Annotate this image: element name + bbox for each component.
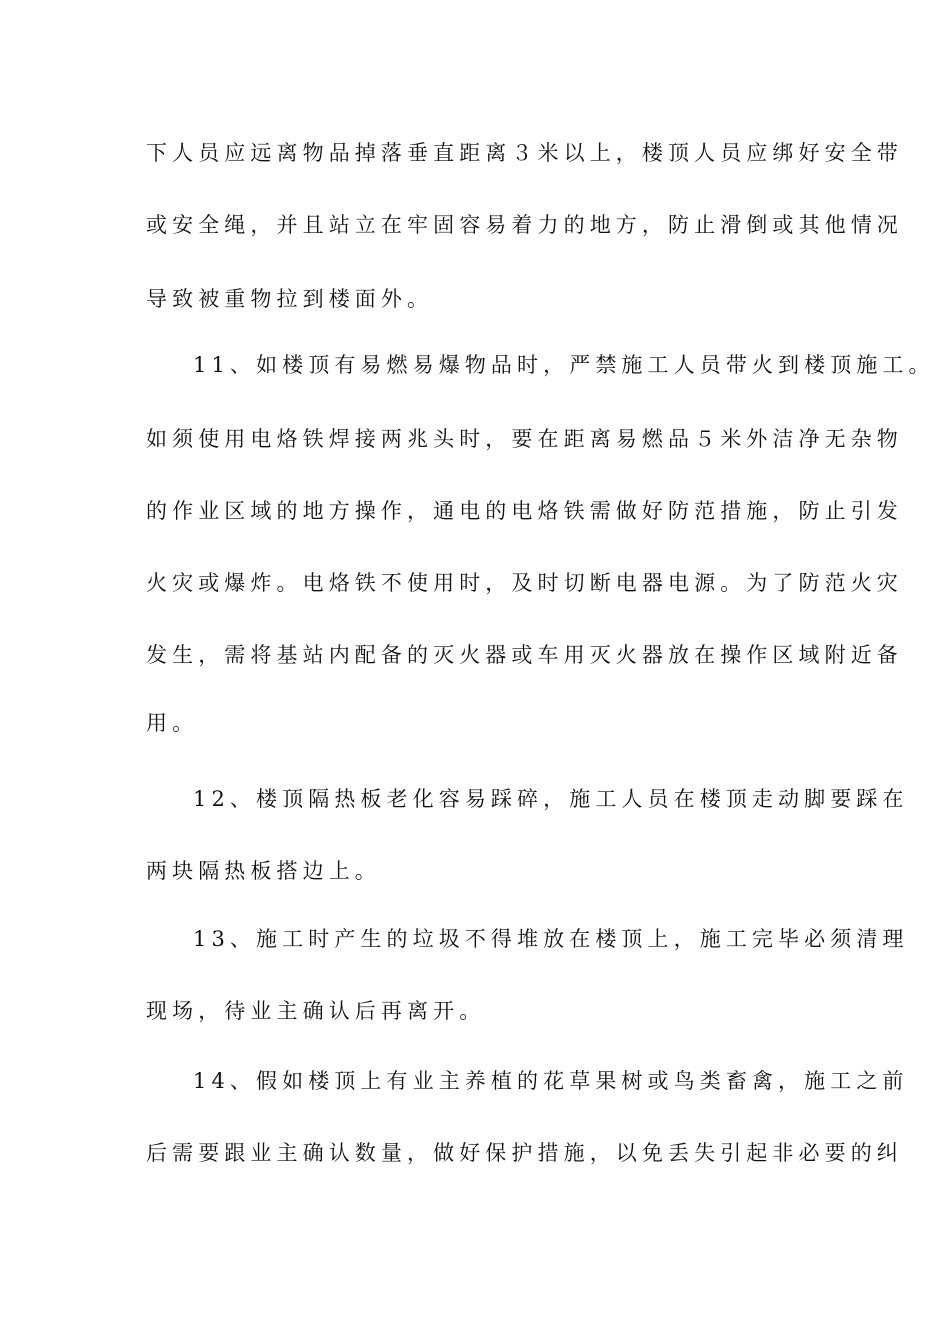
text-line-13: 现场，待业主确认后再离开。 — [146, 999, 486, 1023]
text-line-6: 的作业区域的地方操作，通电的电烙铁需做好防范措施，防止引发 — [146, 499, 903, 523]
paragraph-13-start: 13、施工时产生的垃圾不得堆放在楼顶上，施工完毕必须清理 — [193, 927, 909, 951]
paragraph-12-start: 12、楼顶隔热板老化容易踩碎，施工人员在楼顶走动脚要踩在 — [193, 787, 909, 811]
text-line-3: 导致被重物拉到楼面外。 — [146, 287, 434, 311]
text-line-1: 下人员应远离物品掉落垂直距离３米以上，楼顶人员应绑好安全带 — [146, 141, 903, 165]
text-line-9: 用。 — [146, 711, 199, 735]
text-line-2: 或安全绳，并且站立在牢固容易着力的地方，防止滑倒或其他情况 — [146, 213, 903, 237]
text-line-15: 后需要跟业主确认数量，做好保护措施，以免丢失引起非必要的纠 — [146, 1141, 903, 1165]
text-line-8: 发生，需将基站内配备的灭火器或车用灭火器放在操作区域附近备 — [146, 643, 903, 667]
paragraph-11-start: 11、如楼顶有易燃易爆物品时，严禁施工人员带火到楼顶施工。 — [193, 353, 935, 377]
text-line-11: 两块隔热板搭边上。 — [146, 859, 381, 883]
text-line-7: 火灾或爆炸。电烙铁不使用时，及时切断电器电源。为了防范火灾 — [146, 571, 903, 595]
text-line-5: 如须使用电烙铁焊接两兆头时，要在距离易燃品５米外洁净无杂物 — [146, 427, 903, 451]
paragraph-14-start: 14、假如楼顶上有业主养植的花草果树或鸟类畜禽，施工之前 — [193, 1069, 909, 1093]
